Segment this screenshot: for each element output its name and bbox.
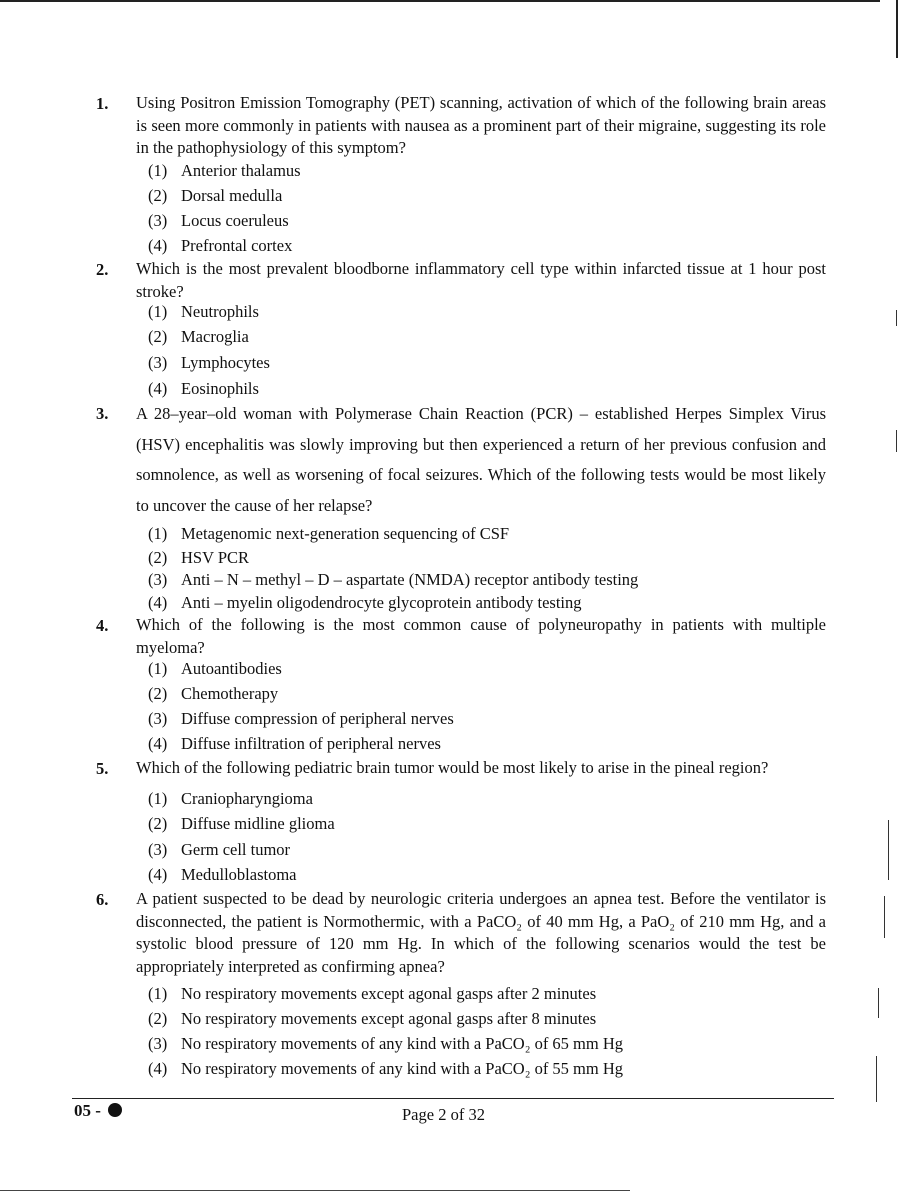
footer-code (74, 1101, 122, 1121)
option-number: (2) (148, 186, 168, 205)
option-text: Germ cell tumor (181, 840, 291, 859)
filled-circle-icon (108, 1103, 122, 1117)
question-text: Which of the following pediatric brain tumor would be most likely to arise in the pineal region? (136, 758, 769, 777)
option (148, 1034, 623, 1054)
option (148, 593, 582, 613)
option-text: Diffuse compression of peripheral nerves (181, 709, 454, 728)
option-text: No respiratory movements except agonal gasps after 8 minutes (181, 1009, 597, 1028)
option-number: (4) (148, 865, 168, 884)
option-number: (4) (148, 379, 168, 398)
option-text: Metagenomic next-generation sequencing of CSF (181, 524, 510, 543)
option (148, 161, 301, 181)
option-number: (3) (148, 1034, 168, 1053)
question-number: 2. (96, 260, 109, 279)
option (148, 789, 313, 809)
question-number: 3. (96, 404, 109, 423)
option (148, 1009, 596, 1029)
option (148, 865, 296, 885)
option-text: Chemotherapy (181, 684, 279, 703)
option-text: Anti – N – methyl – D – aspartate (NMDA) receptor antibody testing (181, 570, 639, 589)
question-text: Using Positron Emission Tomography (PET) scanning, activation of which of the following brain areas is seen more commonly in patients with nausea as a prominent part of their migraine, suggesting its role in the pathophysiology of this symptom? (136, 93, 826, 157)
option (148, 548, 249, 568)
option-text: Dorsal medulla (181, 186, 283, 205)
option-text: Anti – myelin oligodendrocyte glycoprotein antibody testing (181, 593, 582, 612)
option-text: Autoantibodies (181, 659, 282, 678)
option (148, 1059, 623, 1079)
option (148, 734, 441, 754)
question-text: Which of the following is the most common cause of polyneuropathy in patients with multiple myeloma? (136, 615, 826, 657)
option-text: Neutrophils (181, 302, 259, 321)
option (148, 186, 282, 206)
question-number: 6. (96, 890, 109, 909)
option (148, 379, 259, 399)
option-text: Diffuse infiltration of peripheral nerves (181, 734, 441, 753)
question-number: 5. (96, 759, 109, 778)
option-number: (1) (148, 302, 168, 321)
option (148, 302, 259, 322)
option-number: (1) (148, 524, 168, 543)
option (148, 211, 289, 231)
option (148, 236, 292, 256)
option (148, 353, 270, 373)
question-text: A patient suspected to be dead by neurologic criteria undergoes an apnea test. Before the ventilator is disconnected, the patient is Normothermic, with a PaCO₂ of 40 mm Hg, a PaO₂ of 210 mm Hg, and a systolic blood pressure of 120 mm Hg. In which of the following scenarios would the test be appropriately interpreted as confirming apnea? (136, 889, 826, 976)
option-number: (1) (148, 984, 168, 1003)
option-text: Lymphocytes (181, 353, 270, 372)
scan-edge-mark (878, 988, 879, 1018)
option-text: Craniopharyngioma (181, 789, 313, 808)
option-number: (4) (148, 734, 168, 753)
option-text: Diffuse midline glioma (181, 814, 335, 833)
option (148, 524, 509, 544)
option-text: Prefrontal cortex (181, 236, 293, 255)
option-number: (2) (148, 684, 168, 703)
scan-edge-mark (896, 430, 897, 452)
option (148, 984, 596, 1004)
option-text: Anterior thalamus (181, 161, 301, 180)
option (148, 570, 638, 590)
option (148, 659, 282, 679)
scan-border-top (0, 0, 880, 2)
option (148, 709, 454, 729)
option-number: (2) (148, 814, 168, 833)
option-number: (4) (148, 1059, 168, 1078)
option (148, 684, 278, 704)
option-number: (2) (148, 1009, 168, 1028)
scan-border-right (896, 0, 898, 58)
option-number: (4) (148, 236, 168, 255)
footer-rule (72, 1098, 834, 1099)
option-number: (4) (148, 593, 168, 612)
option-number: (3) (148, 353, 168, 372)
option-text: HSV PCR (181, 548, 250, 567)
question-number: 4. (96, 616, 109, 635)
option-number: (3) (148, 840, 168, 859)
page-number: Page 2 of 32 (402, 1105, 485, 1124)
option-text: Medulloblastoma (181, 865, 297, 884)
option-text: No respiratory movements of any kind with a PaCO₂ of 55 mm Hg (181, 1059, 624, 1078)
option (148, 814, 335, 834)
option (148, 840, 290, 860)
question-number: 1. (96, 94, 109, 113)
scan-edge-mark (876, 1056, 877, 1102)
option-number: (1) (148, 659, 168, 678)
option-text: No respiratory movements of any kind with a PaCO₂ of 65 mm Hg (181, 1034, 624, 1053)
option-text: Locus coeruleus (181, 211, 289, 230)
option-number: (2) (148, 548, 168, 567)
footer-code-text: 05 - (74, 1101, 101, 1120)
option-number: (2) (148, 327, 168, 346)
scan-edge-mark (896, 310, 897, 326)
scan-border-bottom (0, 1190, 630, 1191)
question-text: A 28–year–old woman with Polymerase Chain Reaction (PCR) – established Herpes Simplex Virus (HSV) encephalitis was slowly improving but then experienced a return of her previous confusion and somnolence, as well as worsening of focal seizures. Which of the following tests would be most likely to uncover the cause of her relapse? (136, 404, 826, 515)
scan-edge-mark (888, 820, 889, 880)
option-text: Macroglia (181, 327, 249, 346)
option-number: (1) (148, 789, 168, 808)
option-number: (3) (148, 709, 168, 728)
option-number: (1) (148, 161, 168, 180)
scan-edge-mark (884, 896, 885, 938)
option-number: (3) (148, 570, 168, 589)
option (148, 327, 249, 347)
question-text: Which is the most prevalent bloodborne inflammatory cell type within infarcted tissue at 1 hour post stroke? (136, 259, 826, 301)
option-number: (3) (148, 211, 168, 230)
option-text: No respiratory movements except agonal gasps after 2 minutes (181, 984, 597, 1003)
option-text: Eosinophils (181, 379, 259, 398)
